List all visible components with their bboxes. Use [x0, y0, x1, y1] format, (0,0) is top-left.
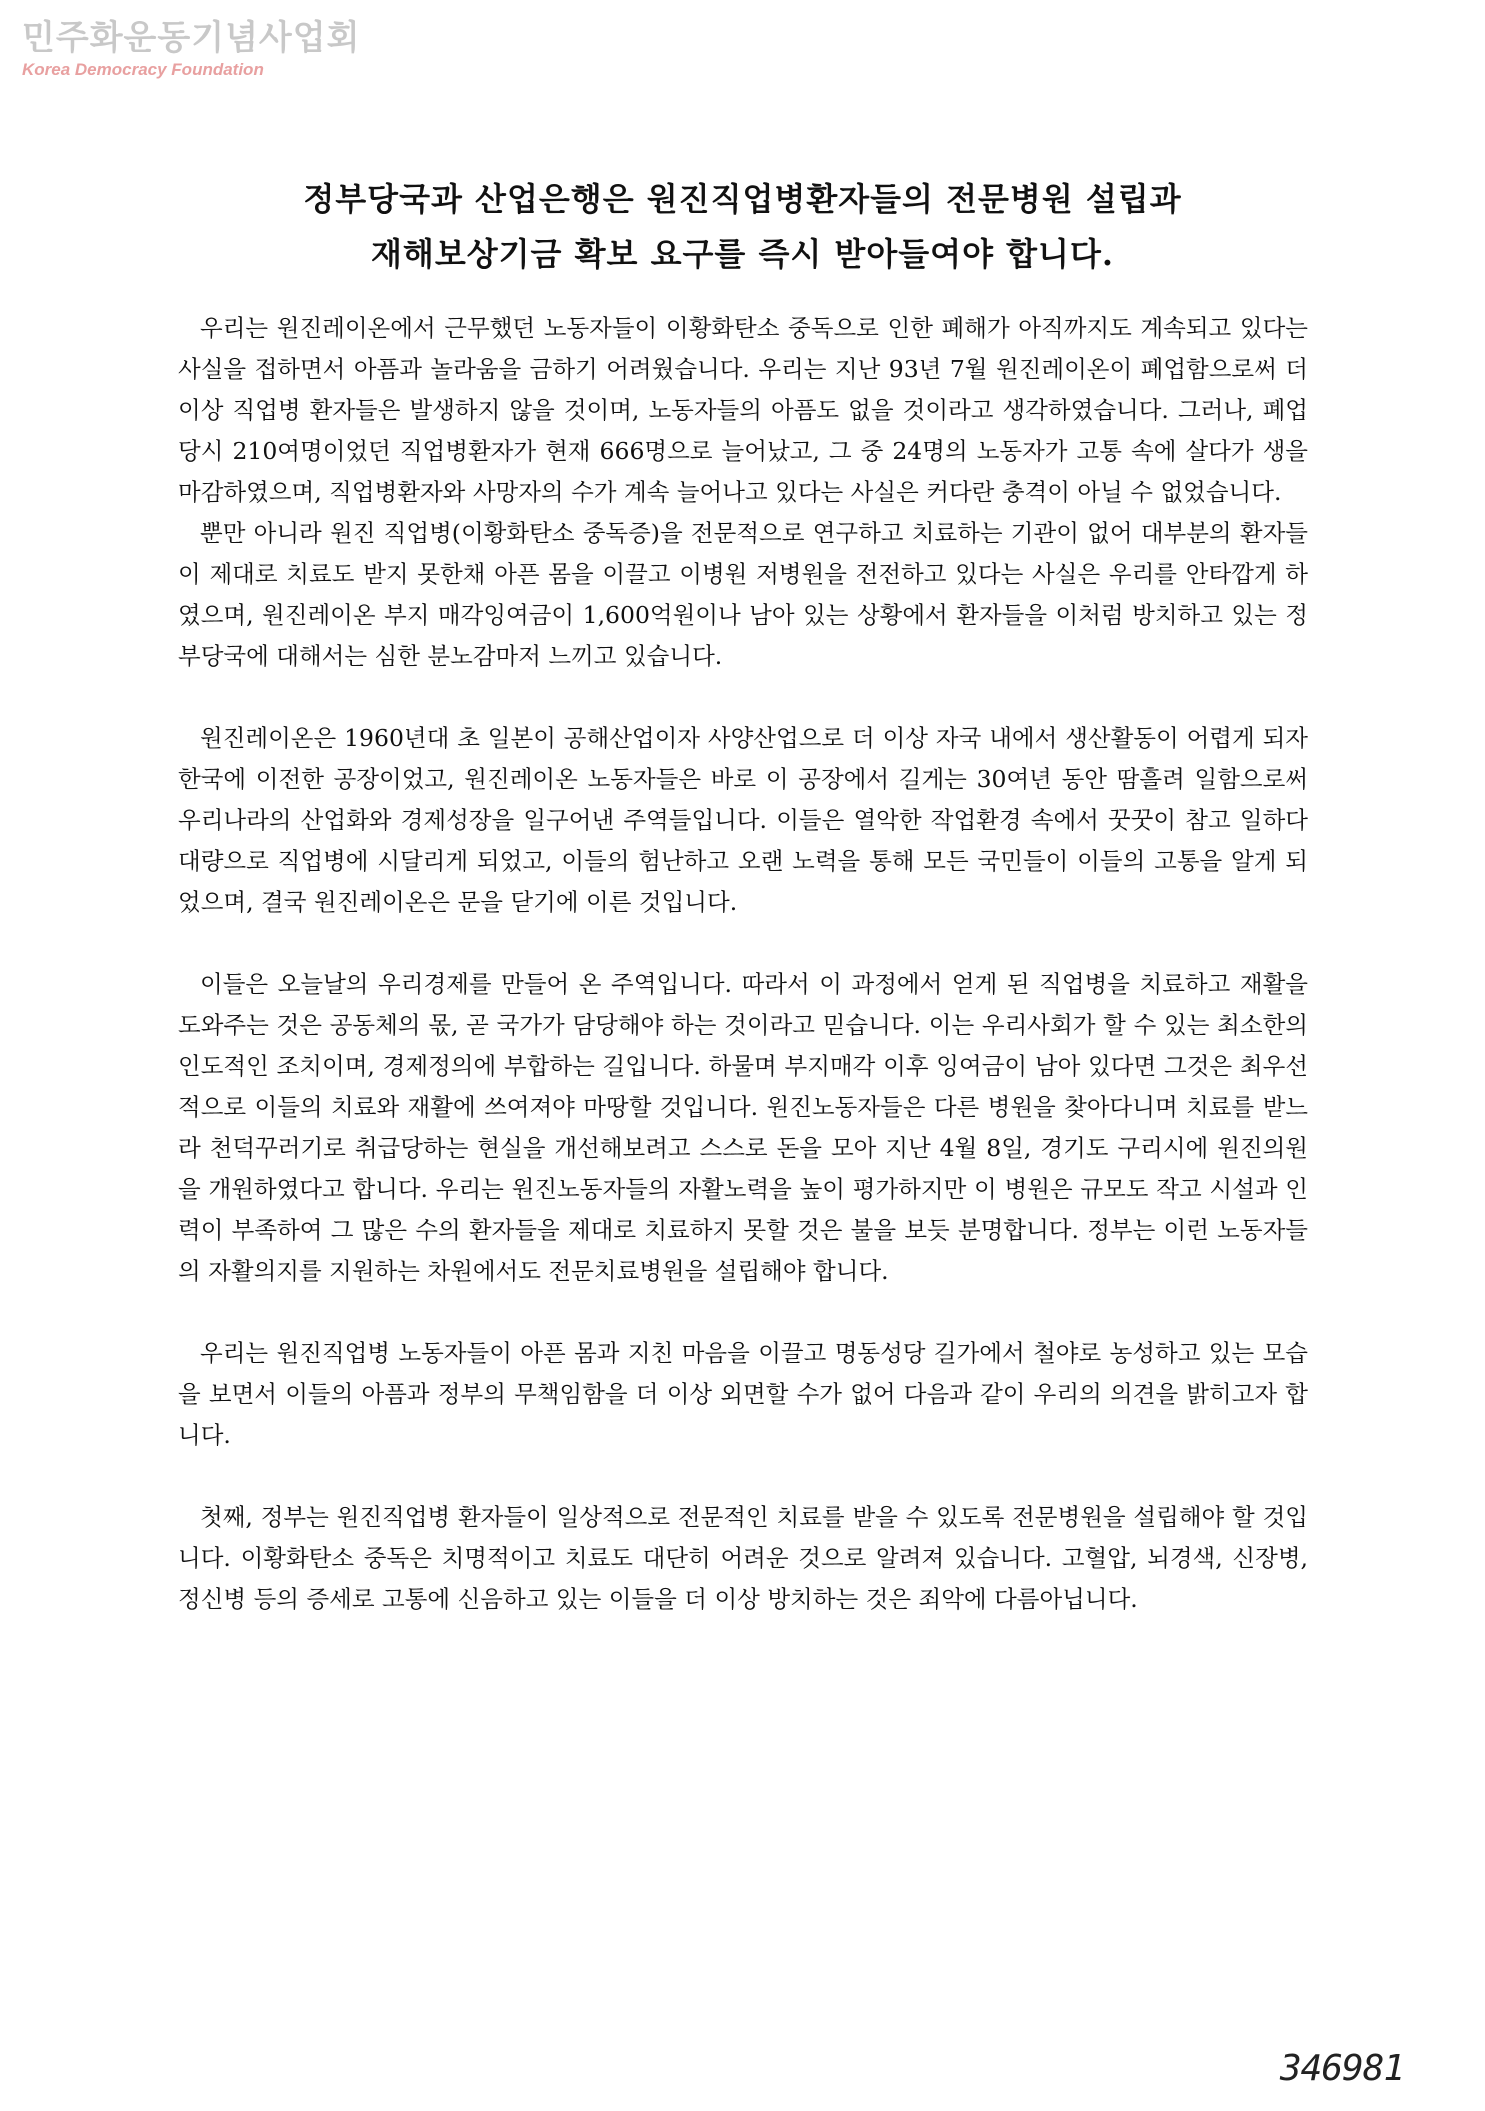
paragraph-no-hospital: 뿐만 아니라 원진 직업병(이황화탄소 중독증)을 전문적으로 연구하고 치료하는 기관이 없어 대부분의 환자들이 제대로 치료도 받지 못한채 아픈 몸을 이끌고 이병원 저병원을 전전하고 있다는 사실은 우리를 안타깝게 하였으며, 원진레이온 부지 매각잉여금이 1,600억원이나 남아 있는 상황에서 환자들을 이처럼 방치하고 있는 정부당국에 대해서는 심한 분노감마저 느끼고 있습니다. [178, 519, 1308, 670]
title-line-1: 정부당국과 산업은행은 원진직업병환자들의 전문병원 설립과 [303, 180, 1182, 218]
title-line-2: 재해보상기금 확보 요구를 즉시 받아들여야 합니다. [371, 235, 1114, 273]
paragraph-demand-first: 첫째, 정부는 원진직업병 환자들이 일상적으로 전문적인 치료를 받을 수 있도록 전문병원을 설립해야 할 것입니다. 이황화탄소 중독은 치명적이고 치료도 대단히 어려운 것으로 알려져 있습니다. 고혈압, 뇌경색, 신장병, 정신병 등의 증세로 고통에 신음하고 있는 이들을 더 이상 방치하는 것은 죄악에 다름아닙니다. [178, 1503, 1308, 1613]
paragraph-history: 원진레이온은 1960년대 초 일본이 공해산업이자 사양산업으로 더 이상 자국 내에서 생산활동이 어렵게 되자 한국에 이전한 공장이었고, 원진레이온 노동자들은 바로 이 공장에서 길게는 30여년 동안 땀흘려 일함으로써 우리나라의 산업화와 경제성장을 일구어낸 주역들입니다. 이들은 열악한 작업환경 속에서 꿋꿋이 참고 일하다 대량으로 직업병에 시달리게 되었고, 이들의 험난하고 오랜 노력을 통해 모든 국민들이 이들의 고통을 알게 되었으며, 결국 원진레이온은 문을 닫기에 이른 것입니다. [178, 724, 1308, 916]
page-number-stamp: 346981 [1280, 2048, 1405, 2089]
watermark-english: Korea Democracy Foundation [22, 60, 264, 79]
document-body [178, 308, 1308, 1620]
watermark-korean: 민주화운동기념사업회 [22, 18, 361, 58]
paragraph-protest: 우리는 원진직업병 노동자들이 아픈 몸과 지친 마음을 이끌고 명동성당 길가에서 철야로 농성하고 있는 모습을 보면서 이들의 아픔과 정부의 무책임함을 더 이상 외면할 수가 없어 다음과 같이 우리의 의견을 밝히고자 합니다. [178, 1339, 1308, 1449]
document-title [100, 172, 1385, 282]
paragraph-intro: 우리는 원진레이온에서 근무했던 노동자들이 이황화탄소 중독으로 인한 폐해가 아직까지도 계속되고 있다는 사실을 접하면서 아픔과 놀라움을 금하기 어려웠습니다. 우리는 지난 93년 7월 원진레이온이 폐업함으로써 더 이상 직업병 환자들은 발생하지 않을 것이며, 노동자들의 아픔도 없을 것이라고 생각하였습니다. 그러나, 폐업 당시 210여명이었던 직업병환자가 현재 666명으로 늘어났고, 그 중 24명의 노동자가 고통 속에 살다가 생을 마감하였으며, 직업병환자와 사망자의 수가 계속 늘어나고 있다는 사실은 커다란 충격이 아닐 수 없었습니다. [178, 314, 1308, 506]
paragraph-state-responsibility: 이들은 오늘날의 우리경제를 만들어 온 주역입니다. 따라서 이 과정에서 얻게 된 직업병을 치료하고 재활을 도와주는 것은 공동체의 몫, 곧 국가가 담당해야 하는 것이라고 믿습니다. 이는 우리사회가 할 수 있는 최소한의 인도적인 조치이며, 경제정의에 부합하는 길입니다. 하물며 부지매각 이후 잉여금이 남아 있다면 그것은 최우선적으로 이들의 치료와 재활에 쓰여져야 마땅할 것입니다. 원진노동자들은 다른 병원을 찾아다니며 치료를 받느라 천덕꾸러기로 취급당하는 현실을 개선해보려고 스스로 돈을 모아 지난 4월 8일, 경기도 구리시에 원진의원을 개원하였다고 합니다. 우리는 원진노동자들의 자활노력을 높이 평가하지만 이 병원은 규모도 작고 시설과 인력이 부족하여 그 많은 수의 환자들을 제대로 치료하지 못할 것은 불을 보듯 분명합니다. 정부는 이런 노동자들의 자활의지를 지원하는 차원에서도 전문치료병원을 설립해야 합니다. [178, 970, 1308, 1285]
watermark-logo [22, 18, 360, 80]
